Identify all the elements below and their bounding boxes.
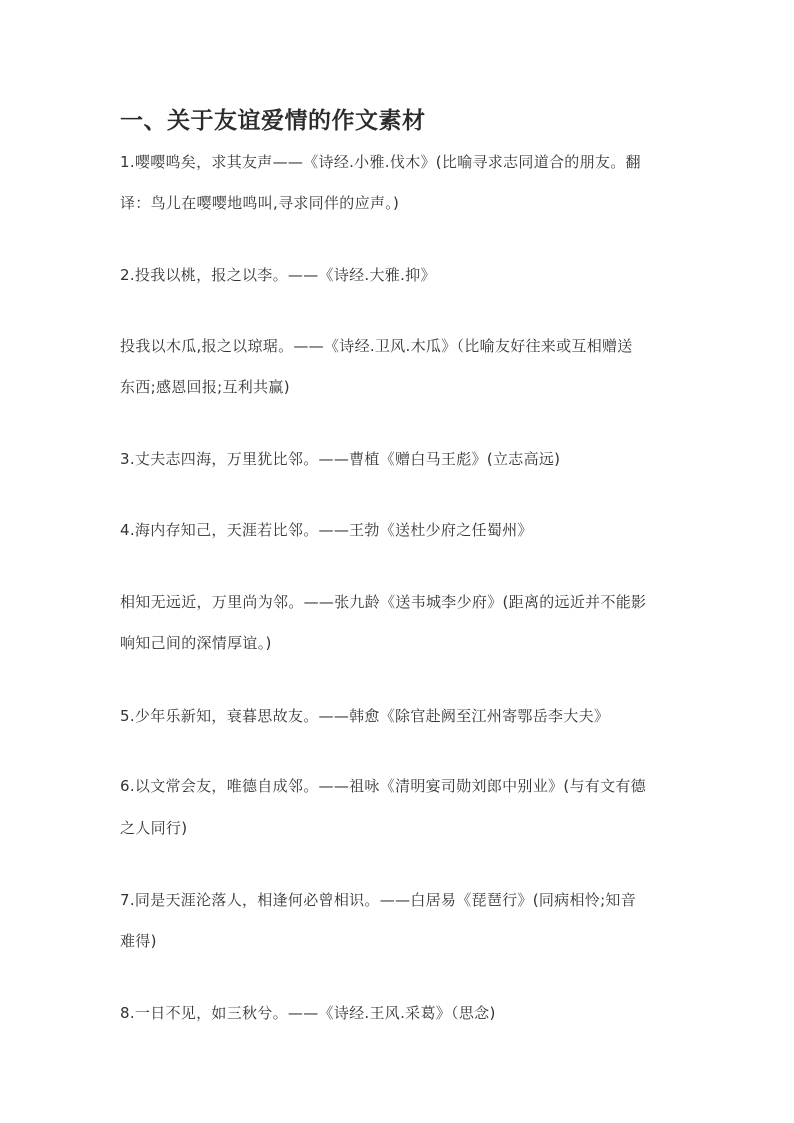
text-line-7b: 难得) (120, 932, 157, 950)
text-line-7a: 7.同是天涯沦落人，相逢何必曾相识。——白居易《琵琶行》(同病相怜;知音 (120, 891, 637, 909)
text-line-2c: 东西;感恩回报;互利共赢) (120, 378, 290, 396)
text-line-2a: 2.投我以桃，报之以李。——《诗经.大雅.抑》 (120, 266, 436, 284)
text-line-1b: 译：鸟儿在嘤嘤地鸣叫,寻求同伴的应声。) (120, 194, 400, 212)
text-line-4c: 响知己间的深情厚谊。) (120, 634, 272, 652)
section-title: 一、关于友谊爱情的作文素材 (120, 108, 426, 134)
text-line-5: 5.少年乐新知，衰暮思故友。——韩愈《除官赴阙至江州寄鄂岳李大夫》 (120, 707, 610, 725)
text-line-3: 3.丈夫志四海，万里犹比邻。——曹植《赠白马王彪》(立志高远) (120, 450, 561, 468)
text-line-8: 8.一日不见，如三秋兮。——《诗经.王风.采葛》（思念) (120, 1004, 496, 1022)
text-line-4b: 相知无远近，万里尚为邻。——张九龄《送韦城李少府》(距离的远近并不能影 (120, 593, 647, 611)
text-line-6b: 之人同行) (120, 819, 188, 837)
text-line-2b: 投我以木瓜,报之以琼琚。——《诗经.卫风.木瓜》（比喻友好往来或互相赠送 (120, 337, 633, 355)
text-line-4a: 4.海内存知己，天涯若比邻。——王勃《送杜少府之任蜀州》 (120, 521, 533, 539)
text-line-1a: 1.嘤嘤鸣矣，求其友声——《诗经.小雅.伐木》(比喻寻求志同道合的朋友。翻 (120, 153, 641, 171)
text-line-6a: 6.以文常会友，唯德自成邻。——祖咏《清明宴司勋刘郎中别业》(与有文有德 (120, 777, 646, 795)
